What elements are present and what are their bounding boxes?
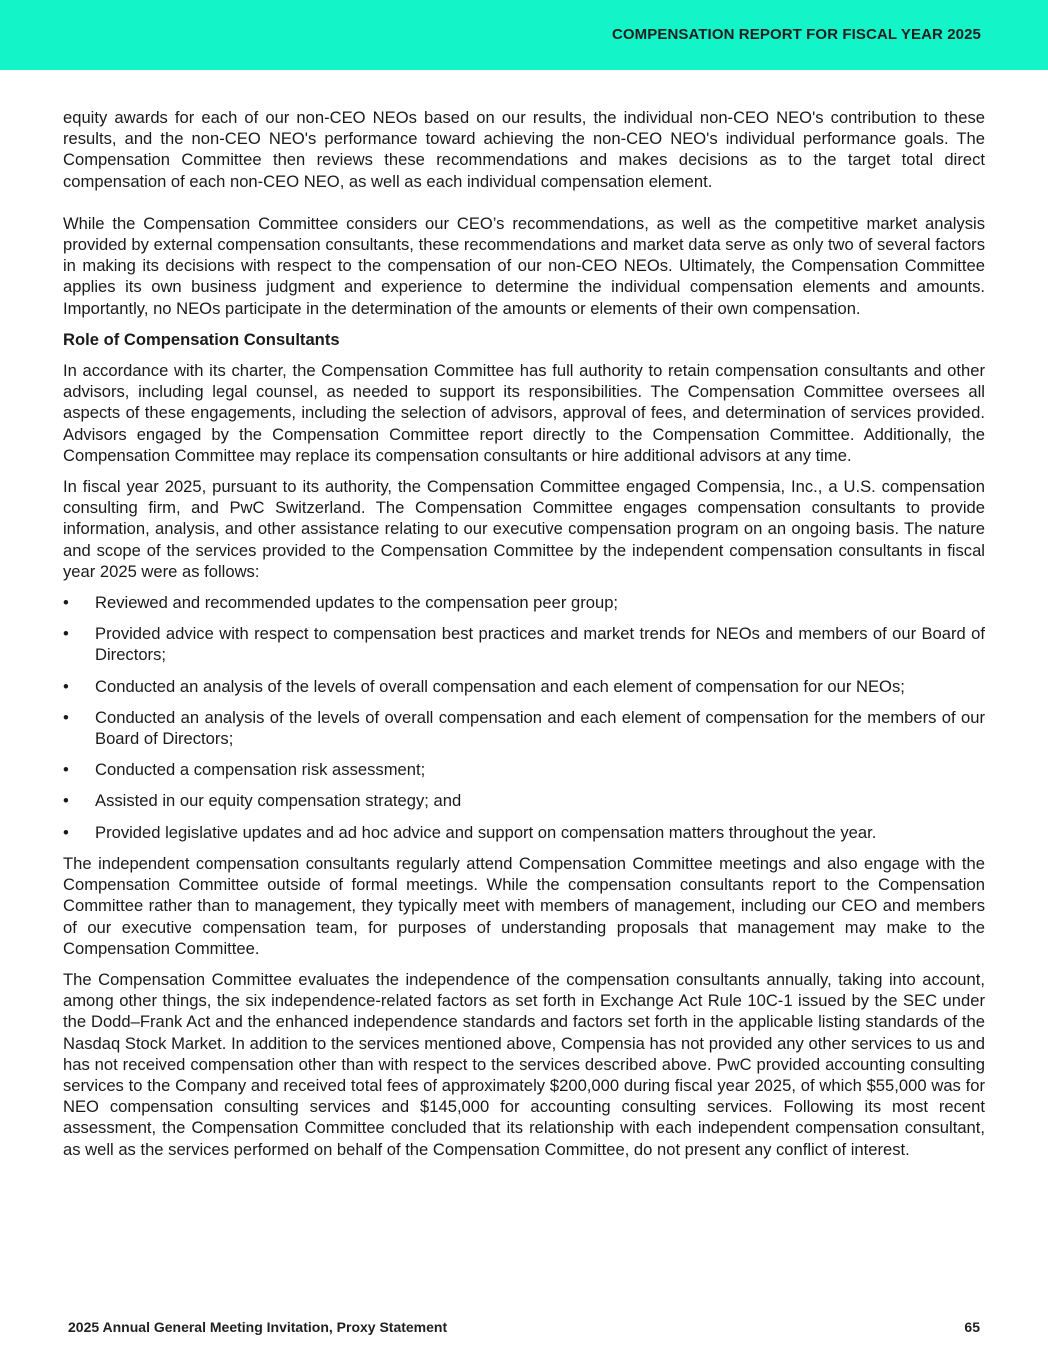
bullet-icon: • — [63, 760, 69, 780]
list-item-text: Provided advice with respect to compensation best practices and market trends for NEOs and members of our Board of Directors; — [95, 624, 985, 665]
services-bullet-list — [63, 592, 985, 843]
list-item-text: Conducted a compensation risk assessment; — [95, 760, 426, 780]
list-item — [63, 790, 985, 811]
list-item — [63, 623, 985, 665]
list-item — [63, 707, 985, 749]
list-item-text: Assisted in our equity compensation strategy; and — [95, 791, 462, 811]
list-item — [63, 592, 985, 613]
paragraph-ceo-recommendations: While the Compensation Committee considers our CEO’s recommendations, as well as the competitive market analysis provided by external compensation consultants, these recommendations and market data serve as only two of several factors in making its decisions with respect to the compensation of our non-CEO NEOs. Ultimately, the Compensation Committee applies its own business judgment and experience to determine the individual compensation elements and amounts. Importantly, no NEOs participate in the determination of the amounts or elements of their own compensation. — [63, 213, 985, 318]
bullet-icon: • — [63, 676, 69, 696]
section-heading-role-of-consultants: Role of Compensation Consultants — [63, 329, 340, 349]
paragraph-independence-evaluation: The Compensation Committee evaluates the independence of the compensation consultants annually, taking into account, among other things, the six independence-related factors as set forth in Exchange Act Rule 10C-1 issued by the SEC under the Dodd–Frank Act and the enhanced independence standards and factors set forth in the applicable listing standards of the Nasdaq Stock Market. In addition to the services mentioned above, Compensia has not provided any other services to us and has not received compensation other than with respect to the services described above. PwC provided accounting consulting services to the Company and received total fees of approximately $200,000 during fiscal year 2025, of which $55,000 was for NEO compensation consulting services and $145,000 for accounting consulting services. Following its most recent assessment, the Compensation Committee concluded that its relationship with each independent compensation consultant, as well as the services performed on behalf of the Compensation Committee, do not present any conflict of interest. — [63, 969, 985, 1159]
bullet-icon: • — [63, 707, 69, 727]
footer-document-title: 2025 Annual General Meeting Invitation, Proxy Statement — [68, 1319, 448, 1335]
footer-page-number: 65 — [964, 1319, 980, 1335]
header-band — [0, 0, 1048, 70]
page-body — [63, 107, 985, 1170]
list-item — [63, 822, 985, 843]
list-item-text: Provided legislative updates and ad hoc advice and support on compensation matters throughout the year. — [95, 822, 877, 842]
paragraph-charter-authority: In accordance with its charter, the Compensation Committee has full authority to retain compensation consultants and other advisors, including legal counsel, as needed to support its responsibilities. The Compensation Committee oversees all aspects of these engagements, including the selection of advisors, approval of fees, and determination of services provided. Advisors engaged by the Compensation Committee report directly to the Compensation Committee. Additionally, the Compensation Committee may replace its compensation consultants or hire additional advisors at any time. — [63, 361, 985, 465]
list-item — [63, 759, 985, 780]
paragraph-consultant-meetings: The independent compensation consultants regularly attend Compensation Committee meetings and also engage with the Compensation Committee outside of formal meetings. While the compensation consultants report to the Compensation Committee rather than to management, they typically meet with members of management, including our CEO and members of our executive compensation team, for purposes of understanding proposals that management may make to the Compensation Committee. — [63, 853, 985, 958]
bullet-icon: • — [63, 593, 69, 613]
running-header-title: COMPENSATION REPORT FOR FISCAL YEAR 2025 — [611, 26, 981, 43]
list-item — [63, 676, 985, 697]
bullet-icon: • — [63, 791, 69, 811]
paragraph-equity-awards: equity awards for each of our non-CEO NEOs based on our results, the individual non-CEO NEO's contribution to these results, and the non-CEO NEO's performance toward achieving the non-CEO NEO's individual performance goals. The Compensation Committee then reviews these recommendations and makes decisions as to the target total direct compensation of each non-CEO NEO, as well as each individual compensation element. — [63, 108, 985, 191]
paragraph-fiscal-2025-engagement: In fiscal year 2025, pursuant to its authority, the Compensation Committee engaged Compensia, Inc., a U.S. compensation consulting firm, and PwC Switzerland. The Compensation Committee engages compensation consultants to provide information, analysis, and other assistance relating to our executive compensation program on an ongoing basis. The nature and scope of the services provided to the Compensation Committee by the independent compensation consultants in fiscal year 2025 were as follows: — [63, 477, 985, 581]
bullet-icon: • — [63, 624, 69, 644]
list-item-text: Conducted an analysis of the levels of overall compensation and each element of compensation for the members of our Board of Directors; — [95, 707, 985, 749]
list-item-text: Conducted an analysis of the levels of overall compensation and each element of compensation for our NEOs; — [95, 676, 905, 696]
bullet-icon: • — [63, 822, 69, 842]
list-item-text: Reviewed and recommended updates to the compensation peer group; — [95, 593, 619, 613]
